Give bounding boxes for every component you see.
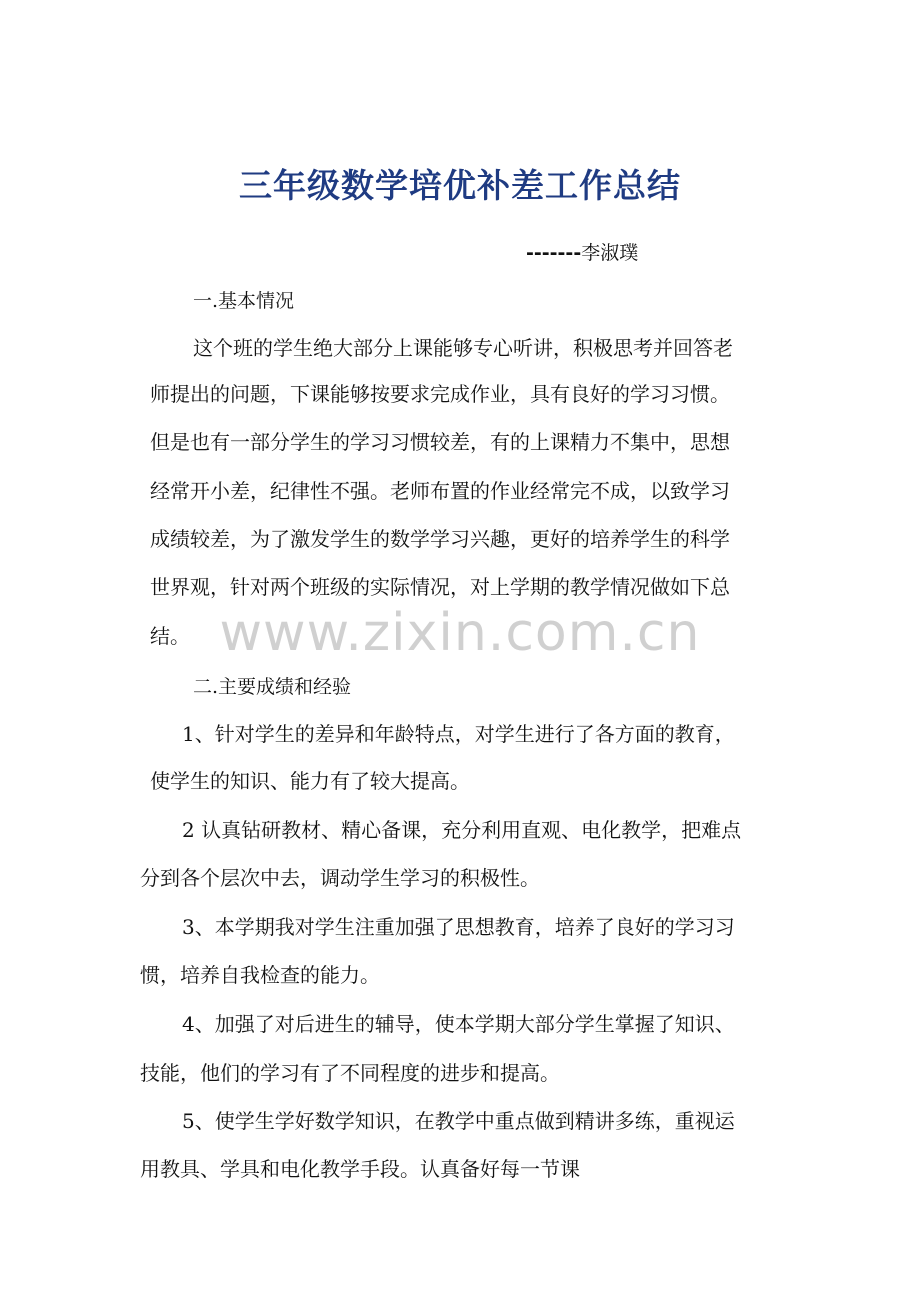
section-heading-achievements: 二.主要成绩和经验	[193, 676, 352, 698]
list-item-line: 2 认真钻研教材、精心备课，充分利用直观、电化教学，把难点	[182, 818, 742, 842]
paragraph-line: 这个班的学生绝大部分上课能够专心听讲，积极思考并回答老	[193, 336, 733, 360]
author-name: 李淑璞	[581, 242, 639, 264]
document-title: 三年级数学培优补差工作总结	[239, 166, 681, 205]
paragraph-line: 但是也有一部分学生的学习习惯较差，有的上课精力不集中，思想	[150, 430, 730, 454]
paragraph-line: 结。	[150, 624, 190, 648]
list-item-line: 4、加强了对后进生的辅导，使本学期大部分学生掌握了知识、	[182, 1012, 735, 1036]
paragraph-line: 世界观，针对两个班级的实际情况，对上学期的教学情况做如下总	[150, 575, 730, 599]
author-line	[526, 238, 638, 265]
section-heading-basic: 一.基本情况	[193, 290, 295, 312]
watermark: www.zixin.com.cn	[219, 603, 701, 663]
list-item-line: 惯，培养自我检查的能力。	[140, 963, 380, 987]
author-dashes: -------	[526, 242, 582, 264]
list-item-line: 用教具、学具和电化教学手段。认真备好每一节课	[140, 1157, 580, 1181]
paragraph-line: 师提出的问题，下课能够按要求完成作业，具有良好的学习习惯。	[150, 382, 730, 406]
list-item-line: 1、针对学生的差异和年龄特点，对学生进行了各方面的教育，	[182, 722, 735, 746]
list-item-line: 分到各个层次中去，调动学生学习的积极性。	[140, 866, 540, 890]
list-item-line: 使学生的知识、能力有了较大提高。	[150, 769, 470, 793]
list-item-line: 技能，他们的学习有了不同程度的进步和提高。	[140, 1061, 560, 1085]
list-item-line: 5、使学生学好数学知识，在教学中重点做到精讲多练，重视运	[182, 1109, 735, 1133]
list-item-line: 3、本学期我对学生注重加强了思想教育，培养了良好的学习习	[182, 915, 735, 939]
paragraph-line: 成绩较差，为了激发学生的数学学习兴趣，更好的培养学生的科学	[150, 527, 730, 551]
paragraph-line: 经常开小差，纪律性不强。老师布置的作业经常完不成，以致学习	[150, 479, 730, 503]
